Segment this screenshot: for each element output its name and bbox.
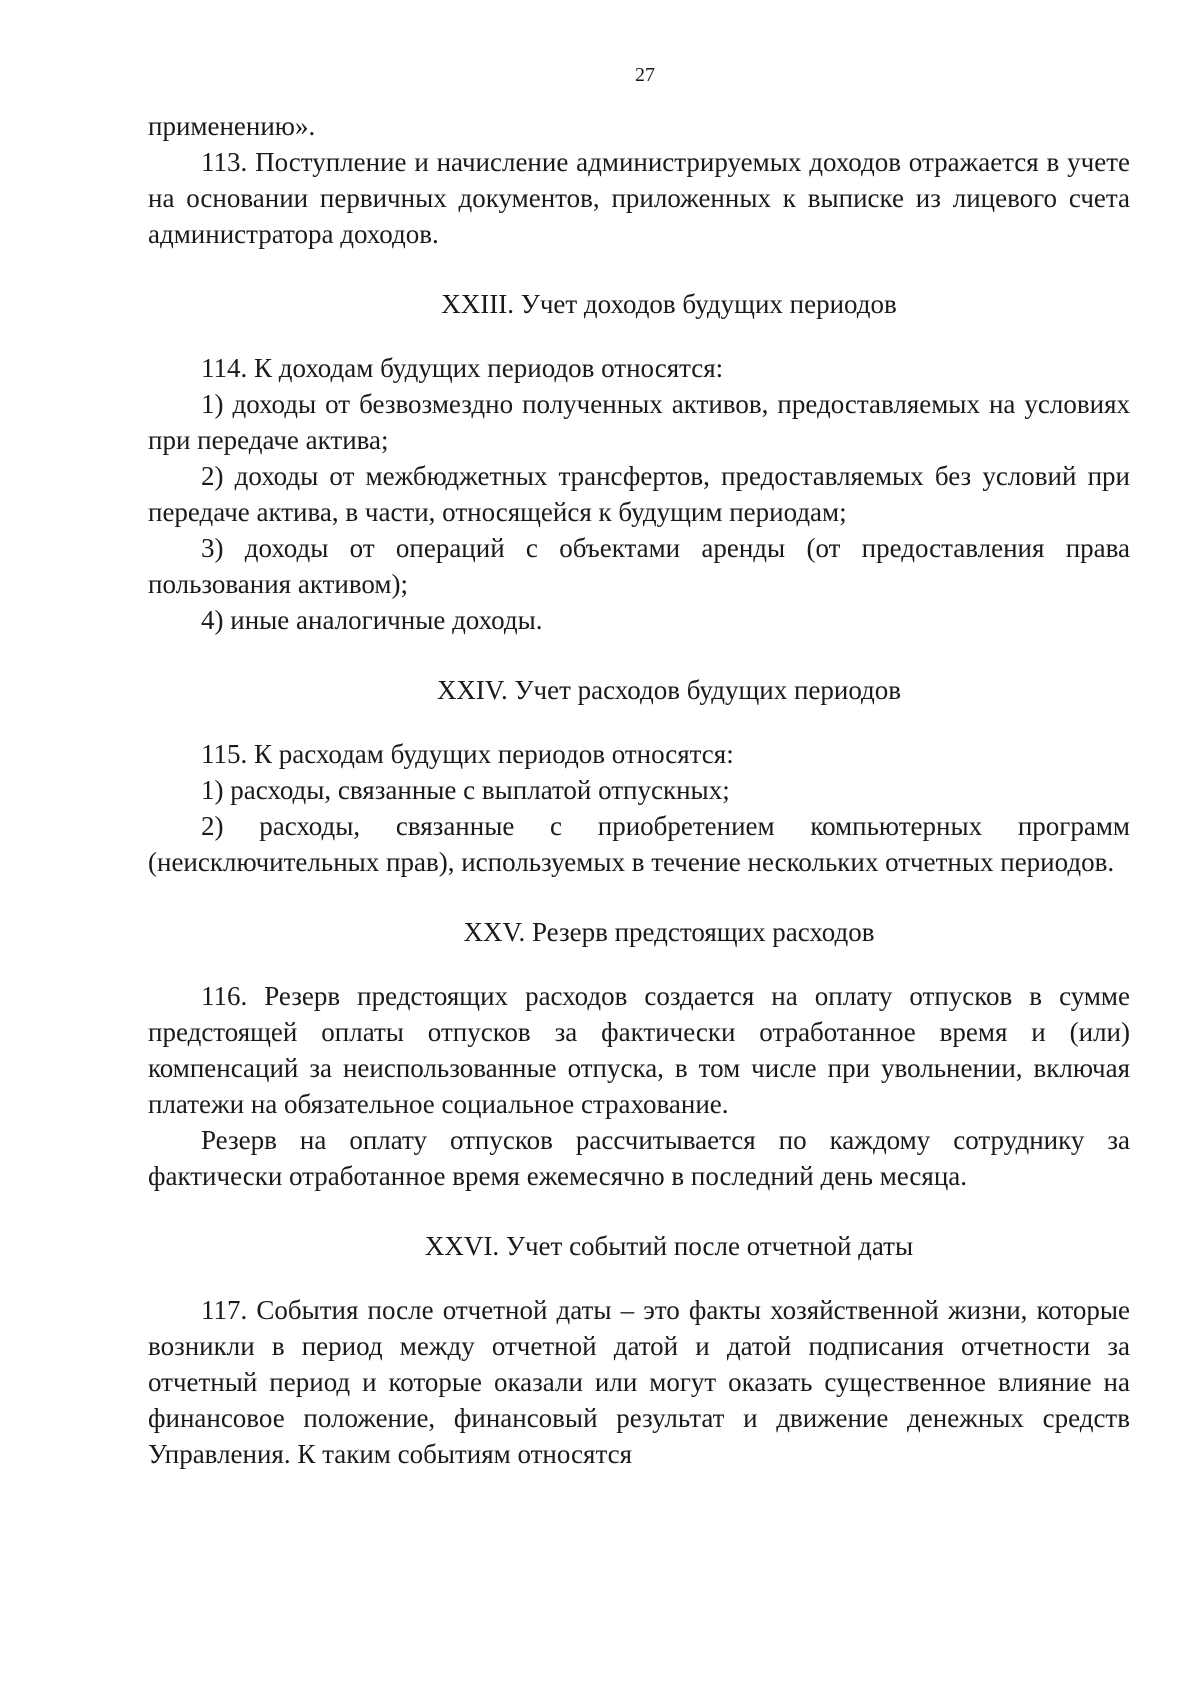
document-body — [148, 108, 1130, 1472]
section-spacer — [148, 252, 1130, 286]
section-heading: XXIV. Учет расходов будущих периодов — [436, 675, 902, 705]
section-spacer — [148, 708, 1130, 736]
paragraph: 114. К доходам будущих периодов относятся: — [201, 353, 724, 383]
section-heading: XXV. Резерв предстоящих расходов — [463, 917, 875, 947]
section-spacer — [148, 950, 1130, 978]
paragraph: 1) расходы, связанные с выплатой отпускных; — [201, 775, 730, 805]
section-spacer — [148, 880, 1130, 914]
paragraph: 2) расходы, связанные с приобретением компьютерных программ (неисключительных прав), используемых в течение нескольких отчетных периодов. — [148, 811, 1130, 877]
section-spacer — [148, 1264, 1130, 1292]
section-heading: XXVI. Учет событий после отчетной даты — [424, 1231, 914, 1261]
section-spacer — [148, 1194, 1130, 1228]
paragraph: 4) иные аналогичные доходы. — [201, 605, 543, 635]
paragraph: 115. К расходам будущих периодов относятся: — [201, 739, 734, 769]
paragraph: 116. Резерв предстоящих расходов создается на оплату отпусков в сумме предстоящей оплаты отпусков за фактически отработанное время и (или) компенсаций за неиспользованные отпуска, в том числе при увольнении, включая платежи на обязательное социальное страхование. — [148, 981, 1130, 1119]
paragraph: 3) доходы от операций с объектами аренды (от предоставления права пользования активом); — [148, 533, 1130, 599]
paragraph: Резерв на оплату отпусков рассчитывается по каждому сотруднику за фактически отработанное время ежемесячно в последний день месяца. — [148, 1125, 1130, 1191]
paragraph: 2) доходы от межбюджетных трансфертов, предоставляемых без условий при передаче актива, в части, относящейся к будущим периодам; — [148, 461, 1130, 527]
paragraph: 1) доходы от безвозмездно полученных активов, предоставляемых на условиях при передаче актива; — [148, 389, 1130, 455]
section-spacer — [148, 322, 1130, 350]
section-spacer — [148, 638, 1130, 672]
paragraph: 117. События после отчетной даты – это факты хозяйственной жизни, которые возникли в период между отчетной датой и датой подписания отчетности за отчетный период и которые оказали или могут оказать существенное влияние на финансовое положение, финансовый результат и движение денежных средств Управления. К таким событиям относятся — [148, 1295, 1130, 1469]
page-number: 27 — [635, 64, 655, 86]
paragraph: 113. Поступление и начисление администрируемых доходов отражается в учете на основании первичных документов, приложенных к выписке из лицевого счета администратора доходов. — [148, 147, 1130, 249]
section-heading: XXIII. Учет доходов будущих периодов — [441, 289, 897, 319]
paragraph: применению». — [148, 111, 316, 141]
